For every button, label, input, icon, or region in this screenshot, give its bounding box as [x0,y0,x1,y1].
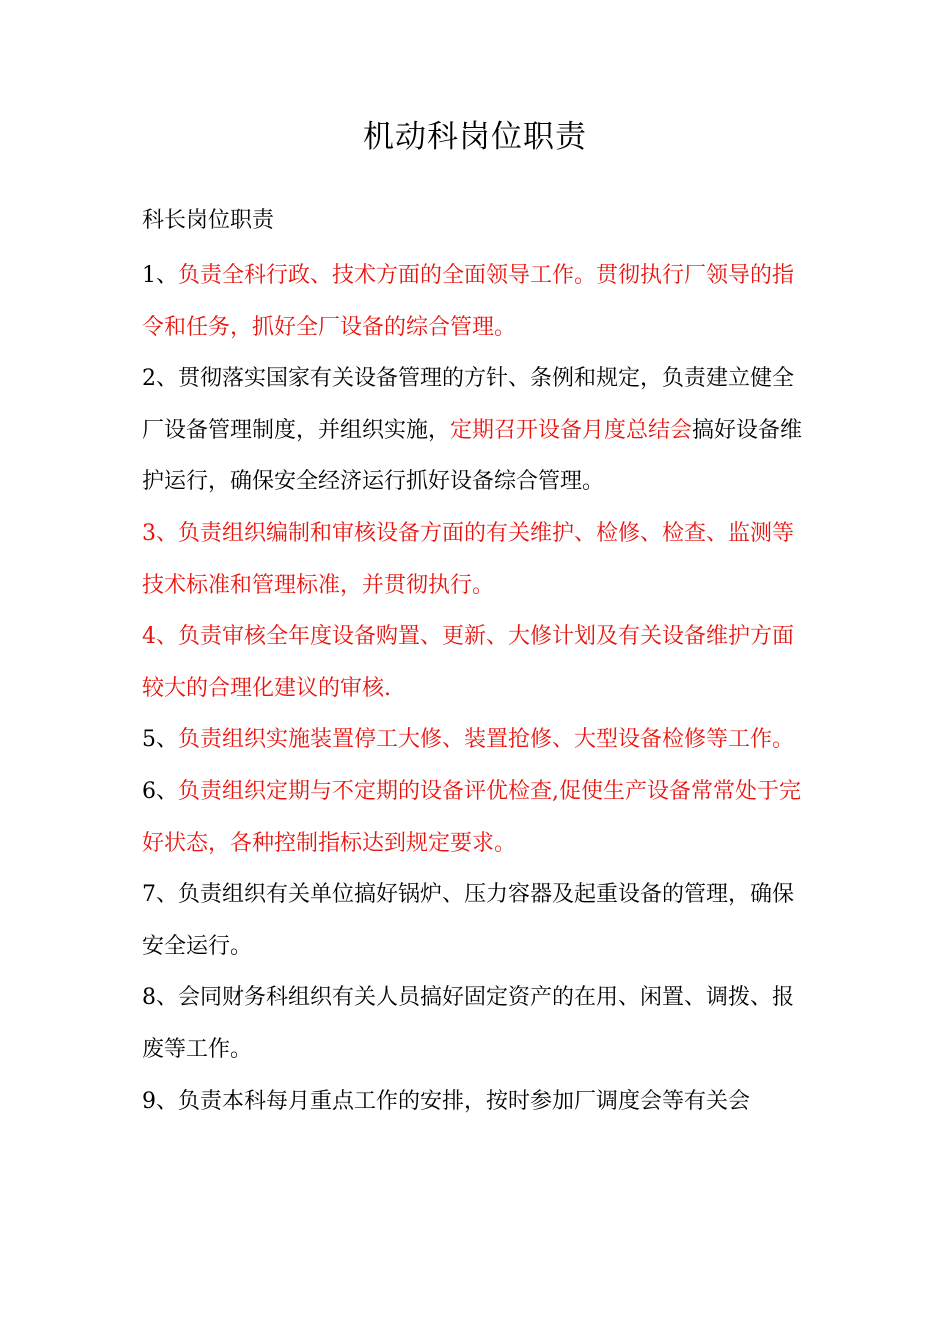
item-text: 负责组织编制和审核设备方面的有关维护、检修、检查、监测等技术标准和管理标准，并贯彻执行。 [142,520,795,598]
item-number: 4、 [142,624,178,650]
duty-item-7 [142,869,810,972]
item-text: 负责全科行政、技术方面的全面领导工作。贯彻执行厂领导的指令和任务，抓好全厂设备的综合管理。 [142,263,795,340]
duty-item-9 [142,1076,810,1128]
duty-item-1 [142,250,810,353]
item-text: 会同财务科组织有关人员搞好固定资产的在用、闲置、调拨、报废等工作。 [142,985,795,1062]
duty-item-3 [142,508,810,611]
item-number: 6、 [142,778,178,804]
item-text: 负责组织有关单位搞好锅炉、压力容器及起重设备的管理，确保安全运行。 [142,882,795,959]
item-number: 5、 [142,727,178,753]
item-text: 负责组织实施装置停工大修、装置抢修、大型设备检修等工作。 [178,727,795,753]
item-text: 搞好设备维护运行，确保安全经济运行抓好设备综合管理。 [142,417,803,495]
page-title: 机动科岗位职责 [363,119,587,155]
item-number: 1、 [142,263,178,288]
item-text: 贯彻落实国家有关设备管理的方针、条例和规定，负责建立健全厂设备管理制度，并组织实施， [142,366,795,443]
duty-item-4 [142,611,810,714]
item-number: 3、 [142,520,178,546]
section-heading: 科长岗位职责 [142,208,275,233]
duty-item-2 [142,353,810,508]
item-number: 9、 [142,1088,178,1114]
item-text: 负责本科每月重点工作的安排，按时参加厂调度会等有关会 [178,1088,751,1114]
item-number: 2、 [142,366,178,392]
duty-item-6 [142,766,810,869]
item-text: 负责组织定期与不定期的设备评优检查,促使生产设备常常处于完好状态，各种控制指标达到规定要求。 [142,778,801,856]
item-text: 负责审核全年度设备购置、更新、大修计划及有关设备维护方面较大的合理化建议的审核. [142,624,795,701]
duty-item-5 [142,714,810,766]
duty-list [142,250,810,1127]
item-number: 8、 [142,985,178,1011]
duty-item-8 [142,972,810,1075]
item-text-highlight: 定期召开设备月度总结会 [450,417,693,443]
item-number: 7、 [142,882,178,908]
